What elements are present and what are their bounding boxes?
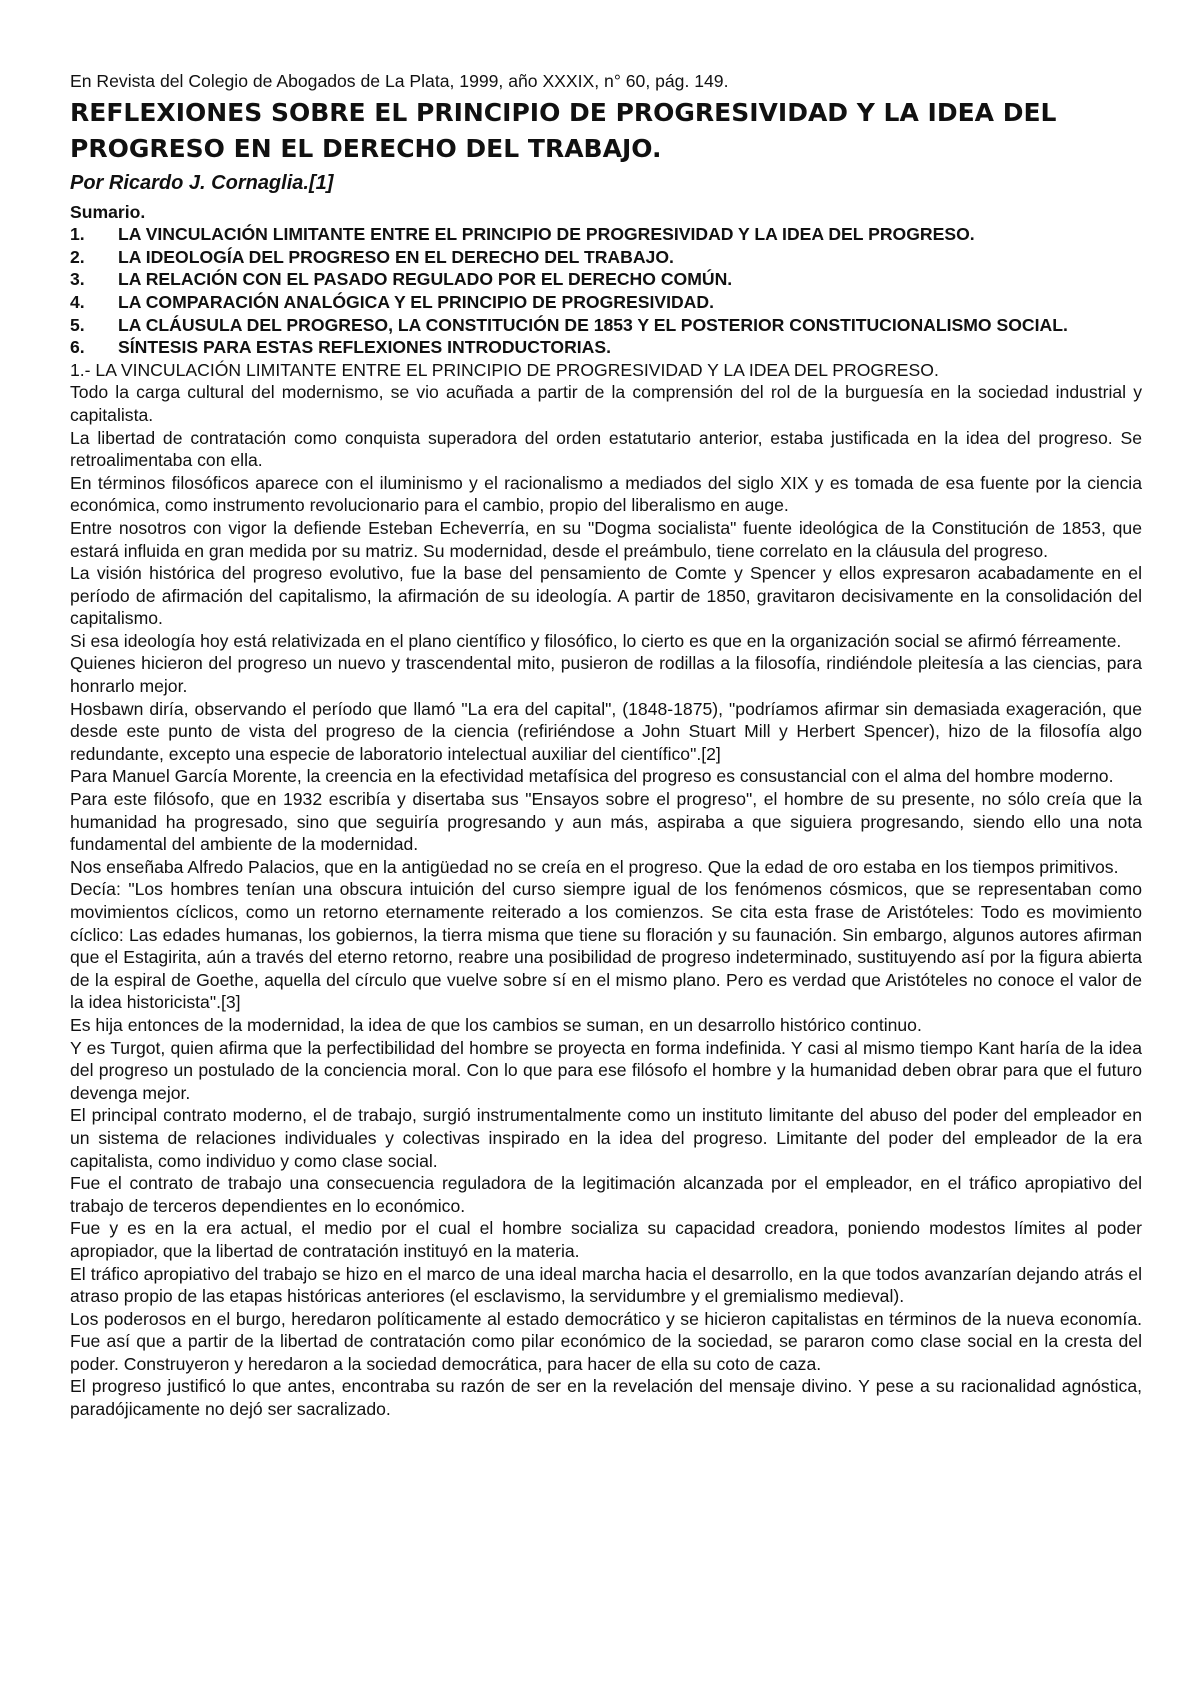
summary-list [70,223,1142,359]
paragraph: Fue el contrato de trabajo una consecuencia reguladora de la legitimación alcanzada por el empleador, en el tráfico apropiativo del trabajo de terceros dependientes en lo económico. [70,1173,1142,1216]
citation: En Revista del Colegio de Abogados de La Plata, 1999, año XXXIX, n° 60, pág. 149. [70,71,729,91]
paragraph: Los poderosos en el burgo, heredaron políticamente al estado democrático y se hicieron capitalistas en términos de la nueva economía. Fue así que a partir de la libertad de contratación como pilar económico de la sociedad, se pararon como clase social en la cresta del poder. Construyeron y heredaron a la sociedad democrática, para hacer de ella su coto de caza. [70,1308,1142,1374]
summary-item [70,223,1142,246]
summary-item-text: SÍNTESIS PARA ESTAS REFLEXIONES INTRODUCTORIAS. [118,337,612,358]
section-heading: 1.- LA VINCULACIÓN LIMITANTE ENTRE EL PRINCIPIO DE PROGRESIVIDAD Y LA IDEA DEL PROGRESO. [70,359,939,380]
paragraph: El principal contrato moderno, el de trabajo, surgió instrumentalmente como un instituto limitante del abuso del poder del empleador en un sistema de relaciones individuales y colectivas inspirado en la idea del progreso. Limitante del poder del empleador de la era capitalista, como individuo y como clase social. [70,1105,1142,1171]
summary-item [70,268,1142,291]
paragraph: La visión histórica del progreso evolutivo, fue la base del pensamiento de Comte y Spencer y ellos expresaron acabadamente en el período de afirmación del capitalismo, la afirmación de su ideología. A partir de 1850, gravitaron decisivamente en la consolidación del capitalismo. [70,563,1142,629]
paragraph: Decía: "Los hombres tenían una obscura intuición del curso siempre igual de los fenómenos cósmicos, que se representaban como movimientos cíclicos, como un retorno eternamente reiterado a los comienzos. Se cita esta frase de Aristóteles: Todo es movimiento cíclico: Las edades humanas, los gobiernos, la tierra misma que tiene su floración y su faunación. Sin embargo, algunos autores afirman que el Estagirita, aún a través del eterno retorno, reabre una posibilidad de progreso indeterminado, sustituyendo así por la figura abierta de la espiral de Goethe, aquella del círculo que vuelve sobre sí en el mismo plano. Pero es verdad que Aristóteles no conoce el valor de la idea historicista".[3] [70,879,1142,1013]
paragraph: Y es Turgot, quien afirma que la perfectibilidad del hombre se proyecta en forma indefinida. Y casi al mismo tiempo Kant haría de la idea del progreso un postulado de la conciencia moral. Con lo que para ese filósofo el hombre y la humanidad deben obrar para que el futuro devenga mejor. [70,1037,1142,1103]
paragraph: Si esa ideología hoy está relativizada en el plano científico y filosófico, lo cierto es que en la organización social se afirmó férreamente. [70,630,1122,651]
summary-item-number: 6. [70,337,85,358]
summary-item [70,291,1142,314]
summary-item-number: 5. [70,314,85,335]
paragraph: Para Manuel García Morente, la creencia en la efectividad metafísica del progreso es consustancial con el alma del hombre moderno. [70,766,1114,787]
paragraph: Entre nosotros con vigor la defiende Esteban Echeverría, en su "Dogma socialista" fuente ideológica de la Constitución de 1853, que estará influida en gran medida por su matriz. Su modernidad, desde el preámbulo, tiene correlato en la cláusula del progreso. [70,517,1142,561]
author-line: Por Ricardo J. Cornaglia.[1] [70,171,334,194]
summary-item-number: 1. [70,224,85,245]
summary-item-number: 4. [70,291,85,312]
paragraph: Quienes hicieron del progreso un nuevo y trascendental mito, pusieron de rodillas a la filosofía, rindiéndole pleitesía a las ciencias, para honrarlo mejor. [70,653,1142,697]
summary-item-number: 3. [70,269,85,290]
paragraph: El progreso justificó lo que antes, encontraba su razón de ser en la revelación del mensaje divino. Y pese a su racionalidad agnóstica, paradójicamente no dejó ser sacralizado. [70,1376,1142,1420]
paragraph: En términos filosóficos aparece con el iluminismo y el racionalismo a mediados del siglo XIX y es tomada de esa fuente por la ciencia económica, como instrumento revolucionario para el cambio, propio del liberalismo en auge. [70,472,1142,516]
summary-item [70,336,1142,359]
summary-item-text: LA VINCULACIÓN LIMITANTE ENTRE EL PRINCIPIO DE PROGRESIVIDAD Y LA IDEA DEL PROGRESO. [118,224,975,245]
paragraph: El tráfico apropiativo del trabajo se hizo en el marco de una ideal marcha hacia el desarrollo, en la que todos avanzarían dejando atrás el atraso propio de las etapas históricas anteriores (el esclavismo, la servidumbre y el gremialismo medieval). [70,1263,1142,1307]
summary-heading: Sumario. [70,201,146,222]
body-text [70,381,1142,1420]
paragraph: Es hija entonces de la modernidad, la idea de que los cambios se suman, en un desarrollo histórico continuo. [70,1014,922,1035]
summary-item-number: 2. [70,246,85,267]
paragraph: Hosbawn diría, observando el período que llamó "La era del capital", (1848-1875), "podríamos afirmar sin demasiada exageración, que desde este punto de vista del progreso de la ciencia (refiriéndose a John Stuart Mill y Herbert Spencer), hizo de la filosofía algo redundante, excepto una especie de laboratorio intelectual auxiliar del científico".[2] [70,698,1142,764]
summary-item [70,246,1142,269]
page-title: REFLEXIONES SOBRE EL PRINCIPIO DE PROGRESIVIDAD Y LA IDEA DEL PROGRESO EN EL DERECHO DEL TRABAJO. [70,97,1057,163]
paragraph: Para este filósofo, que en 1932 escribía y disertaba sus "Ensayos sobre el progreso", el hombre de su presente, no sólo creía que la humanidad ha progresado, sino que seguiría progresando y aun más, aspiraba a que siguiera progresando, siendo ello una nota fundamental del ambiente de la modernidad. [70,789,1142,855]
summary-item-text: LA IDEOLOGÍA DEL PROGRESO EN EL DERECHO DEL TRABAJO. [118,246,674,267]
summary-item [70,314,1142,337]
paragraph: La libertad de contratación como conquista superadora del orden estatutario anterior, estaba justificada en la idea del progreso. Se retroalimentaba con ella. [70,427,1142,471]
summary-item-text: LA RELACIÓN CON EL PASADO REGULADO POR EL DERECHO COMÚN. [118,269,733,290]
paragraph: Todo la carga cultural del modernismo, se vio acuñada a partir de la comprensión del rol de la burguesía en la sociedad industrial y capitalista. [70,382,1142,425]
summary-item-text: LA COMPARACIÓN ANALÓGICA Y EL PRINCIPIO DE PROGRESIVIDAD. [118,291,714,312]
summary-item-text: LA CLÁUSULA DEL PROGRESO, LA CONSTITUCIÓN DE 1853 Y EL POSTERIOR CONSTITUCIONALISMO SOCIAL. [118,314,1068,335]
paragraph: Nos enseñaba Alfredo Palacios, que en la antigüedad no se creía en el progreso. Que la edad de oro estaba en los tiempos primitivos. [70,856,1119,877]
document-page [70,70,1142,1421]
paragraph: Fue y es en la era actual, el medio por el cual el hombre socializa su capacidad creadora, poniendo modestos límites al poder apropiador, que la libertad de contratación instituyó en la materia. [70,1218,1142,1261]
